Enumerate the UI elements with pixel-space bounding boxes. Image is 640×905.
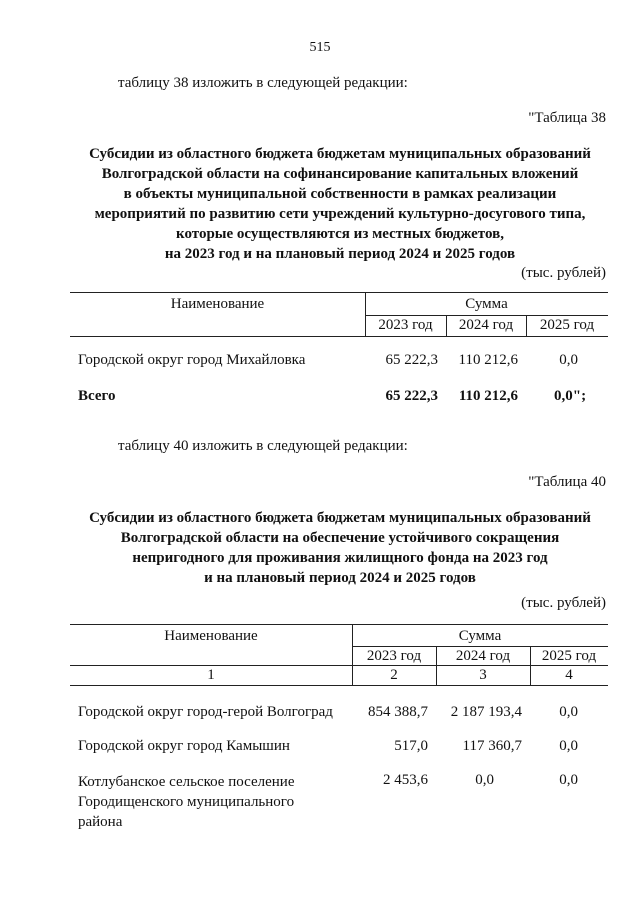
row-value-2024: 110 212,6	[458, 352, 518, 368]
table-border	[70, 292, 608, 293]
col-number: 3	[479, 667, 487, 683]
section1-unit: (тыс. рублей)	[521, 265, 606, 281]
col-header-year: 2024 год	[455, 648, 511, 664]
section1-title-line: которые осуществляются из местных бюджетов,	[176, 226, 504, 242]
section1-table-label: "Таблица 38	[528, 110, 606, 126]
table-border	[70, 336, 608, 337]
section2-title-line: непригодного для проживания жилищного фонда на 2023 год	[132, 550, 548, 566]
section2-intro: таблицу 40 изложить в следующей редакции:	[118, 438, 408, 454]
col-header-year: 2023 год	[366, 648, 422, 664]
table-border	[352, 646, 608, 647]
row-name: Городской округ город-герой Волгоград	[78, 704, 333, 720]
section1-title-line: мероприятий по развитию сети учреждений культурно-досугового типа,	[94, 206, 586, 222]
section1-title	[40, 144, 640, 264]
col-header-name: Наименование	[170, 296, 265, 312]
col-header-year: 2023 год	[378, 317, 433, 333]
row-value-2025: 0,0	[559, 352, 578, 368]
total-label: Всего	[78, 388, 116, 404]
section2-title	[40, 508, 640, 588]
page-number: 515	[309, 40, 331, 55]
table-border	[70, 665, 608, 666]
row-value-2023: 854 388,7	[368, 704, 428, 720]
row-value-2025: 0,0	[559, 704, 578, 720]
col-number: 4	[565, 667, 573, 683]
col-header-name: Наименование	[164, 628, 258, 644]
section1-title-line: в объекты муниципальной собственности в рамках реализации	[123, 186, 557, 202]
row-name: Городской округ город Михайловка	[78, 352, 306, 368]
section1-intro: таблицу 38 изложить в следующей редакции:	[118, 75, 408, 91]
col-header-sum: Сумма	[458, 628, 502, 644]
row-name: Котлубанское сельское поселение Городищенского муниципального района	[78, 774, 295, 830]
section1-title-line: Волгоградской области на софинансирование капитальных вложений	[101, 166, 579, 182]
row-value-2023: 65 222,3	[385, 352, 438, 368]
row-name: Городской округ город Камышин	[78, 738, 290, 754]
row-value-2024: 117 360,7	[462, 738, 522, 754]
section2-title-line: Субсидии из областного бюджета бюджетам муниципальных образований	[89, 510, 591, 526]
row-value-2024: 2 187 193,4	[450, 704, 522, 720]
total-value-2023: 65 222,3	[385, 388, 438, 404]
section1-title-line: на 2023 год и на плановый период 2024 и 2025 годов	[164, 246, 516, 262]
row-value-2023: 517,0	[394, 738, 428, 754]
section2-title-line: Волгоградской области на обеспечение устойчивого сокращения	[120, 530, 560, 546]
col-header-year: 2025 год	[539, 317, 595, 333]
col-header-year: 2025 год	[541, 648, 597, 664]
table-border	[70, 685, 608, 686]
table-border	[365, 315, 608, 316]
total-value-2024: 110 212,6	[458, 388, 518, 404]
row-value-2025: 0,0	[559, 772, 578, 788]
col-number: 2	[390, 667, 398, 683]
section2-unit: (тыс. рублей)	[521, 595, 606, 611]
total-value-2025: 0,0";	[554, 388, 587, 404]
row-value-2023: 2 453,6	[383, 772, 428, 788]
row-value-2025: 0,0	[559, 738, 578, 754]
col-header-year: 2024 год	[458, 317, 514, 333]
col-number: 1	[207, 667, 215, 683]
table-border	[70, 624, 608, 625]
section2-table-label: "Таблица 40	[528, 474, 606, 490]
section2-title-line: и на плановый период 2024 и 2025 годов	[204, 570, 476, 586]
row-value-2024: 0,0	[475, 772, 494, 788]
col-header-sum: Сумма	[465, 296, 508, 312]
section1-title-line: Субсидии из областного бюджета бюджетам муниципальных образований	[89, 146, 591, 162]
